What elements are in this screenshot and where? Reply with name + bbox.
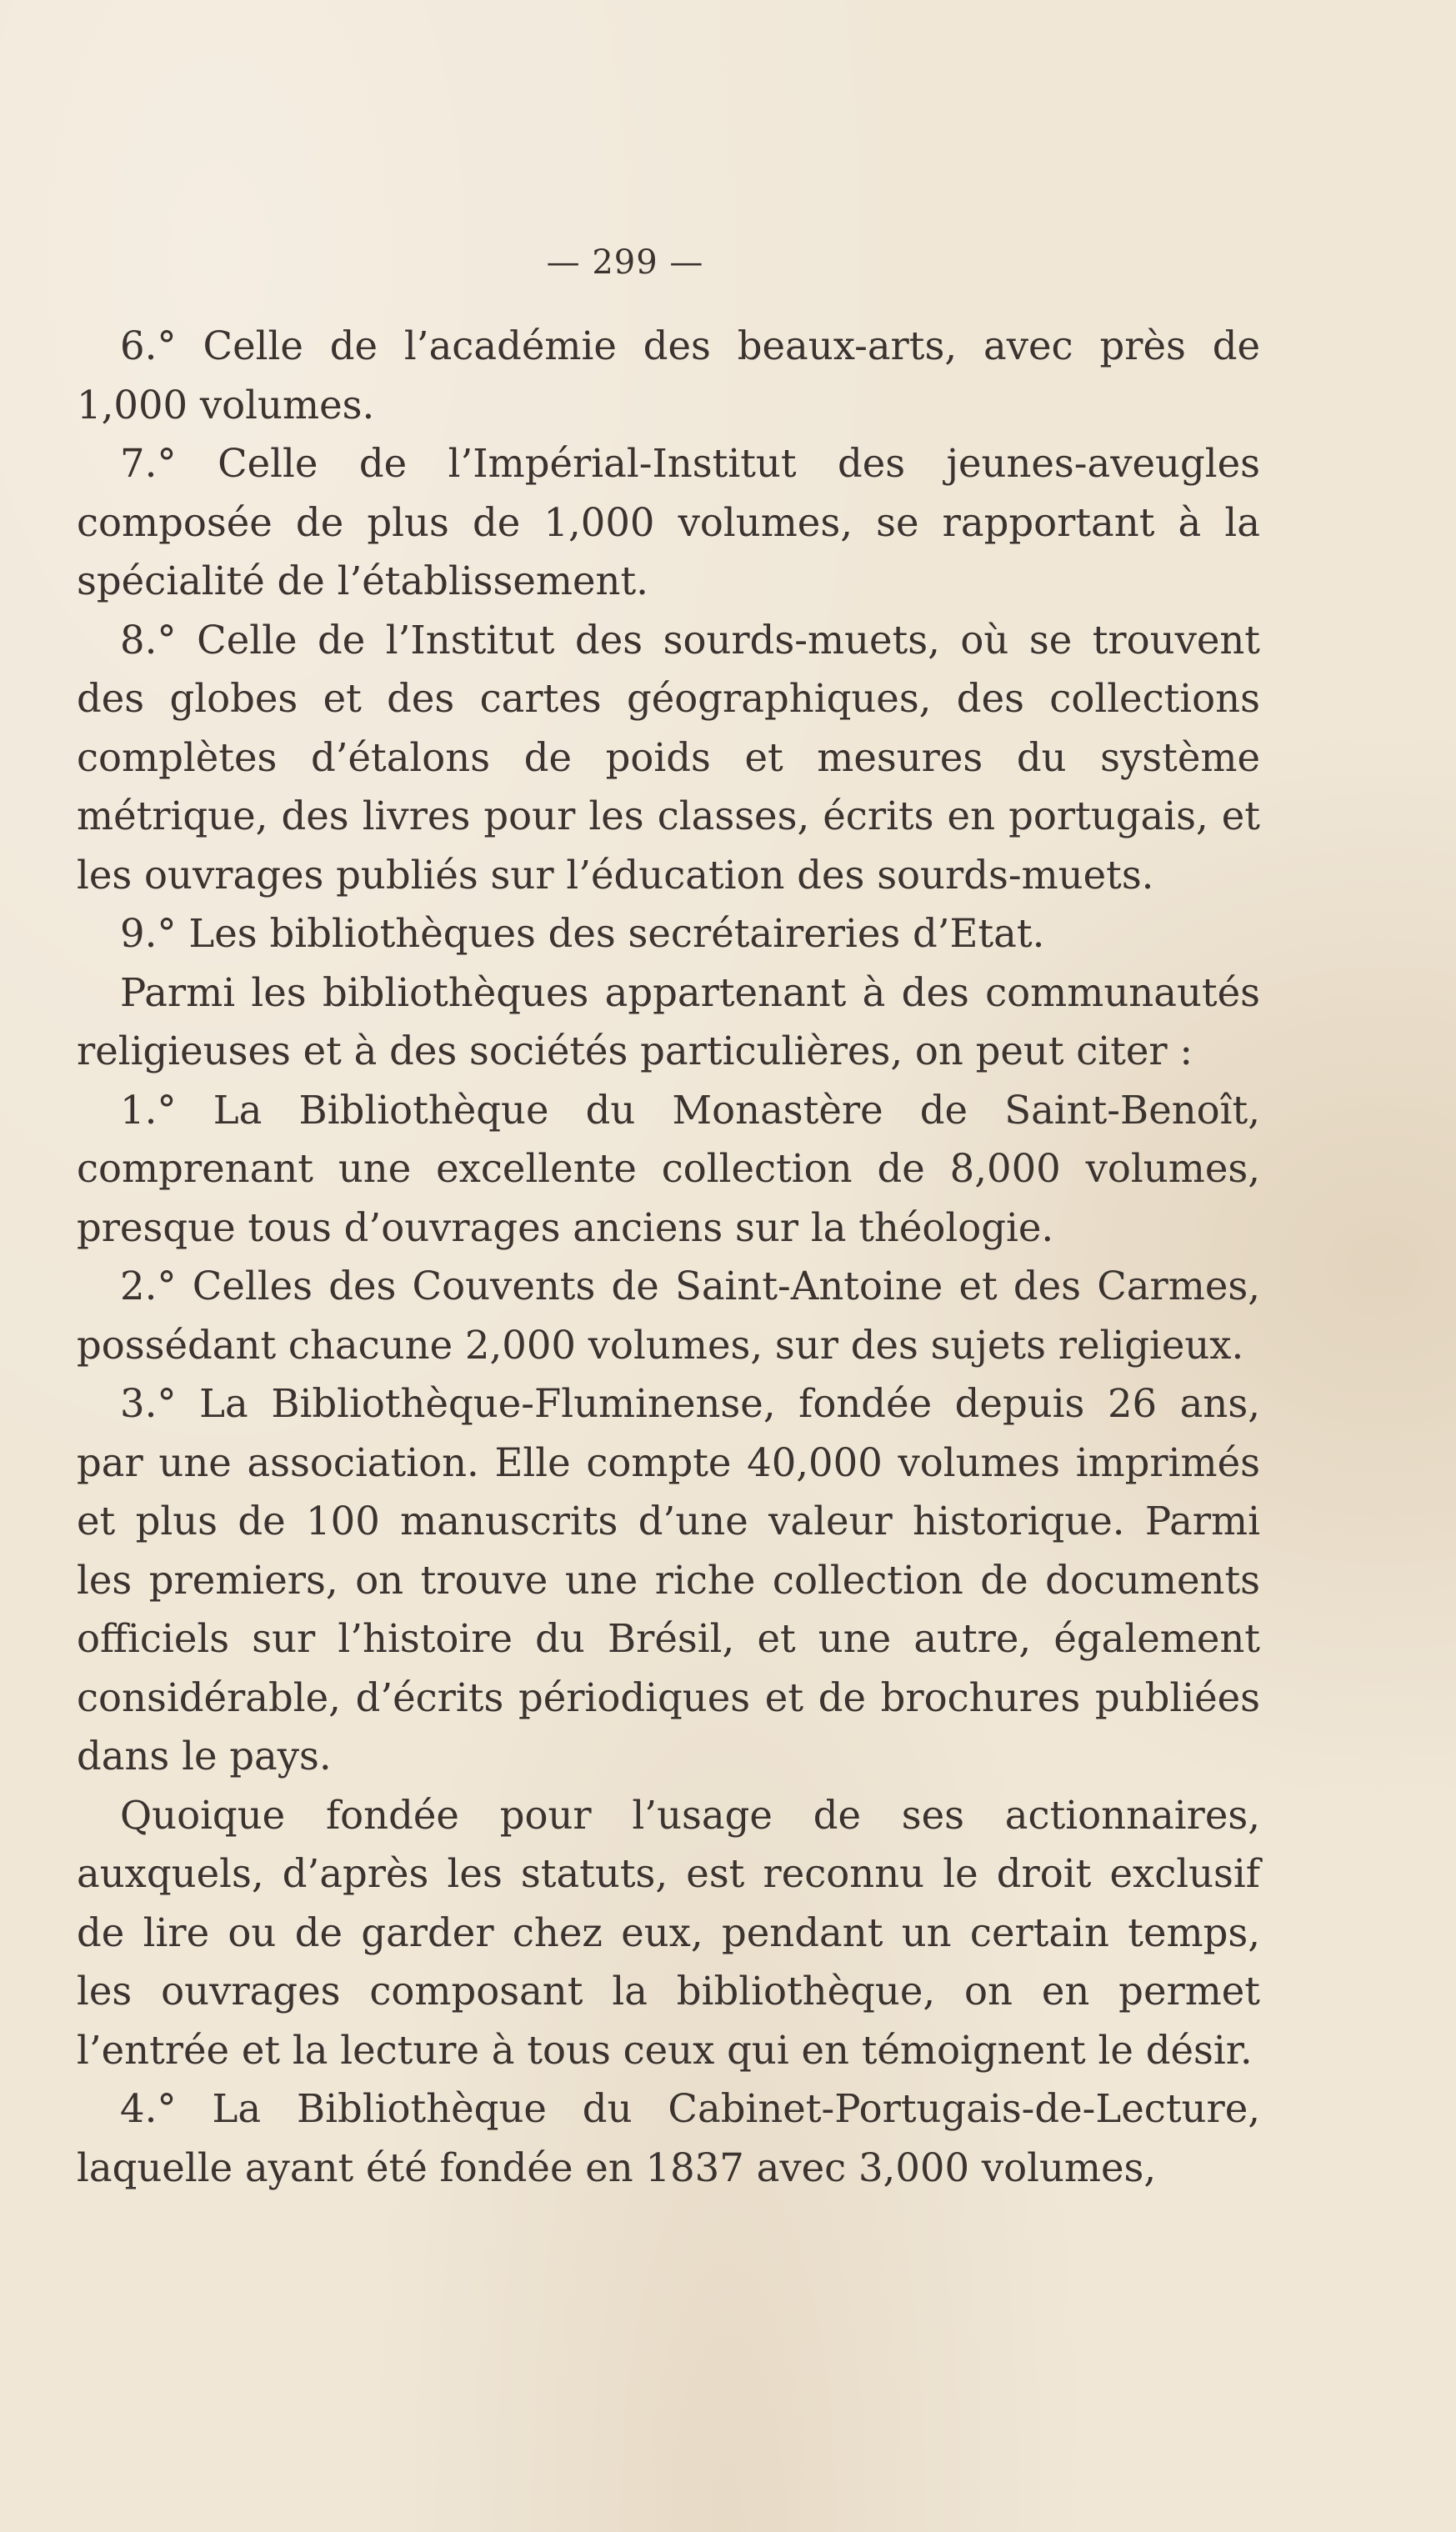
paragraph-6-academie: 6.° Celle de l’académie des beaux-arts, avec près de 1,000 volumes. bbox=[77, 323, 1260, 428]
page-number: — 299 — bbox=[546, 243, 704, 282]
paragraph-2-couvents: 2.° Celles des Couvents de Saint-Antoine et des Carmes, possédant chacune 2,000 volumes, sur des sujets religieux. bbox=[77, 1263, 1260, 1368]
paragraph-3-fluminense: 3.° La Bibliothèque-Fluminense, fondée depuis 26 ans, par une association. Elle compte 40,000 volumes imprimés et plus de 100 manuscrits d’une valeur historique. Parmi les premiers, on trouve une riche collection de documents officiels sur l’histoire du Brésil, et une autre, également considérable, d’écrits périodiques et de brochures publiées dans le pays. bbox=[77, 1381, 1260, 1779]
paragraph-communautes-intro: Parmi les bibliothèques appartenant à des communautés religieuses et à des sociétés particulières, on peut citer : bbox=[77, 969, 1260, 1073]
page-body bbox=[77, 317, 1260, 2197]
paragraph-8-institut-sourds-muets: 8.° Celle de l’Institut des sourds-muets, où se trouvent des globes et des cartes géographiques, des collections complètes d’étalons de poids et mesures du système métrique, des livres pour les classes, écrits en portugais, et les ouvrages publiés sur l’éducation des sourds-muets. bbox=[77, 617, 1260, 898]
paragraph-fluminense-usage: Quoique fondée pour l’usage de ses actionnaires, auxquels, d’après les statuts, est reconnu le droit exclusif de lire ou de garder chez eux, pendant un certain temps, les ouvrages composant la bibliothèque, on en permet l’entrée et la lecture à tous ceux qui en témoignent le désir. bbox=[77, 1792, 1260, 2073]
paragraph-4-cabinet-portugais: 4.° La Bibliothèque du Cabinet-Portugais-de-Lecture, laquelle ayant été fondée en 1837 avec 3,000 volumes, bbox=[77, 2086, 1260, 2190]
paragraph-9-secretaireries: 9.° Les bibliothèques des secrétaireries d’Etat. bbox=[120, 911, 1045, 956]
paragraph-1-saint-benoit: 1.° La Bibliothèque du Monastère de Saint-Benoît, comprenant une excellente collection de 8,000 volumes, presque tous d’ouvrages anciens sur la théologie. bbox=[77, 1087, 1260, 1250]
paragraph-7-institut-aveugles: 7.° Celle de l’Impérial-Institut des jeunes-aveugles composée de plus de 1,000 volumes, se rapportant à la spécialité de l’établissement. bbox=[77, 441, 1260, 603]
